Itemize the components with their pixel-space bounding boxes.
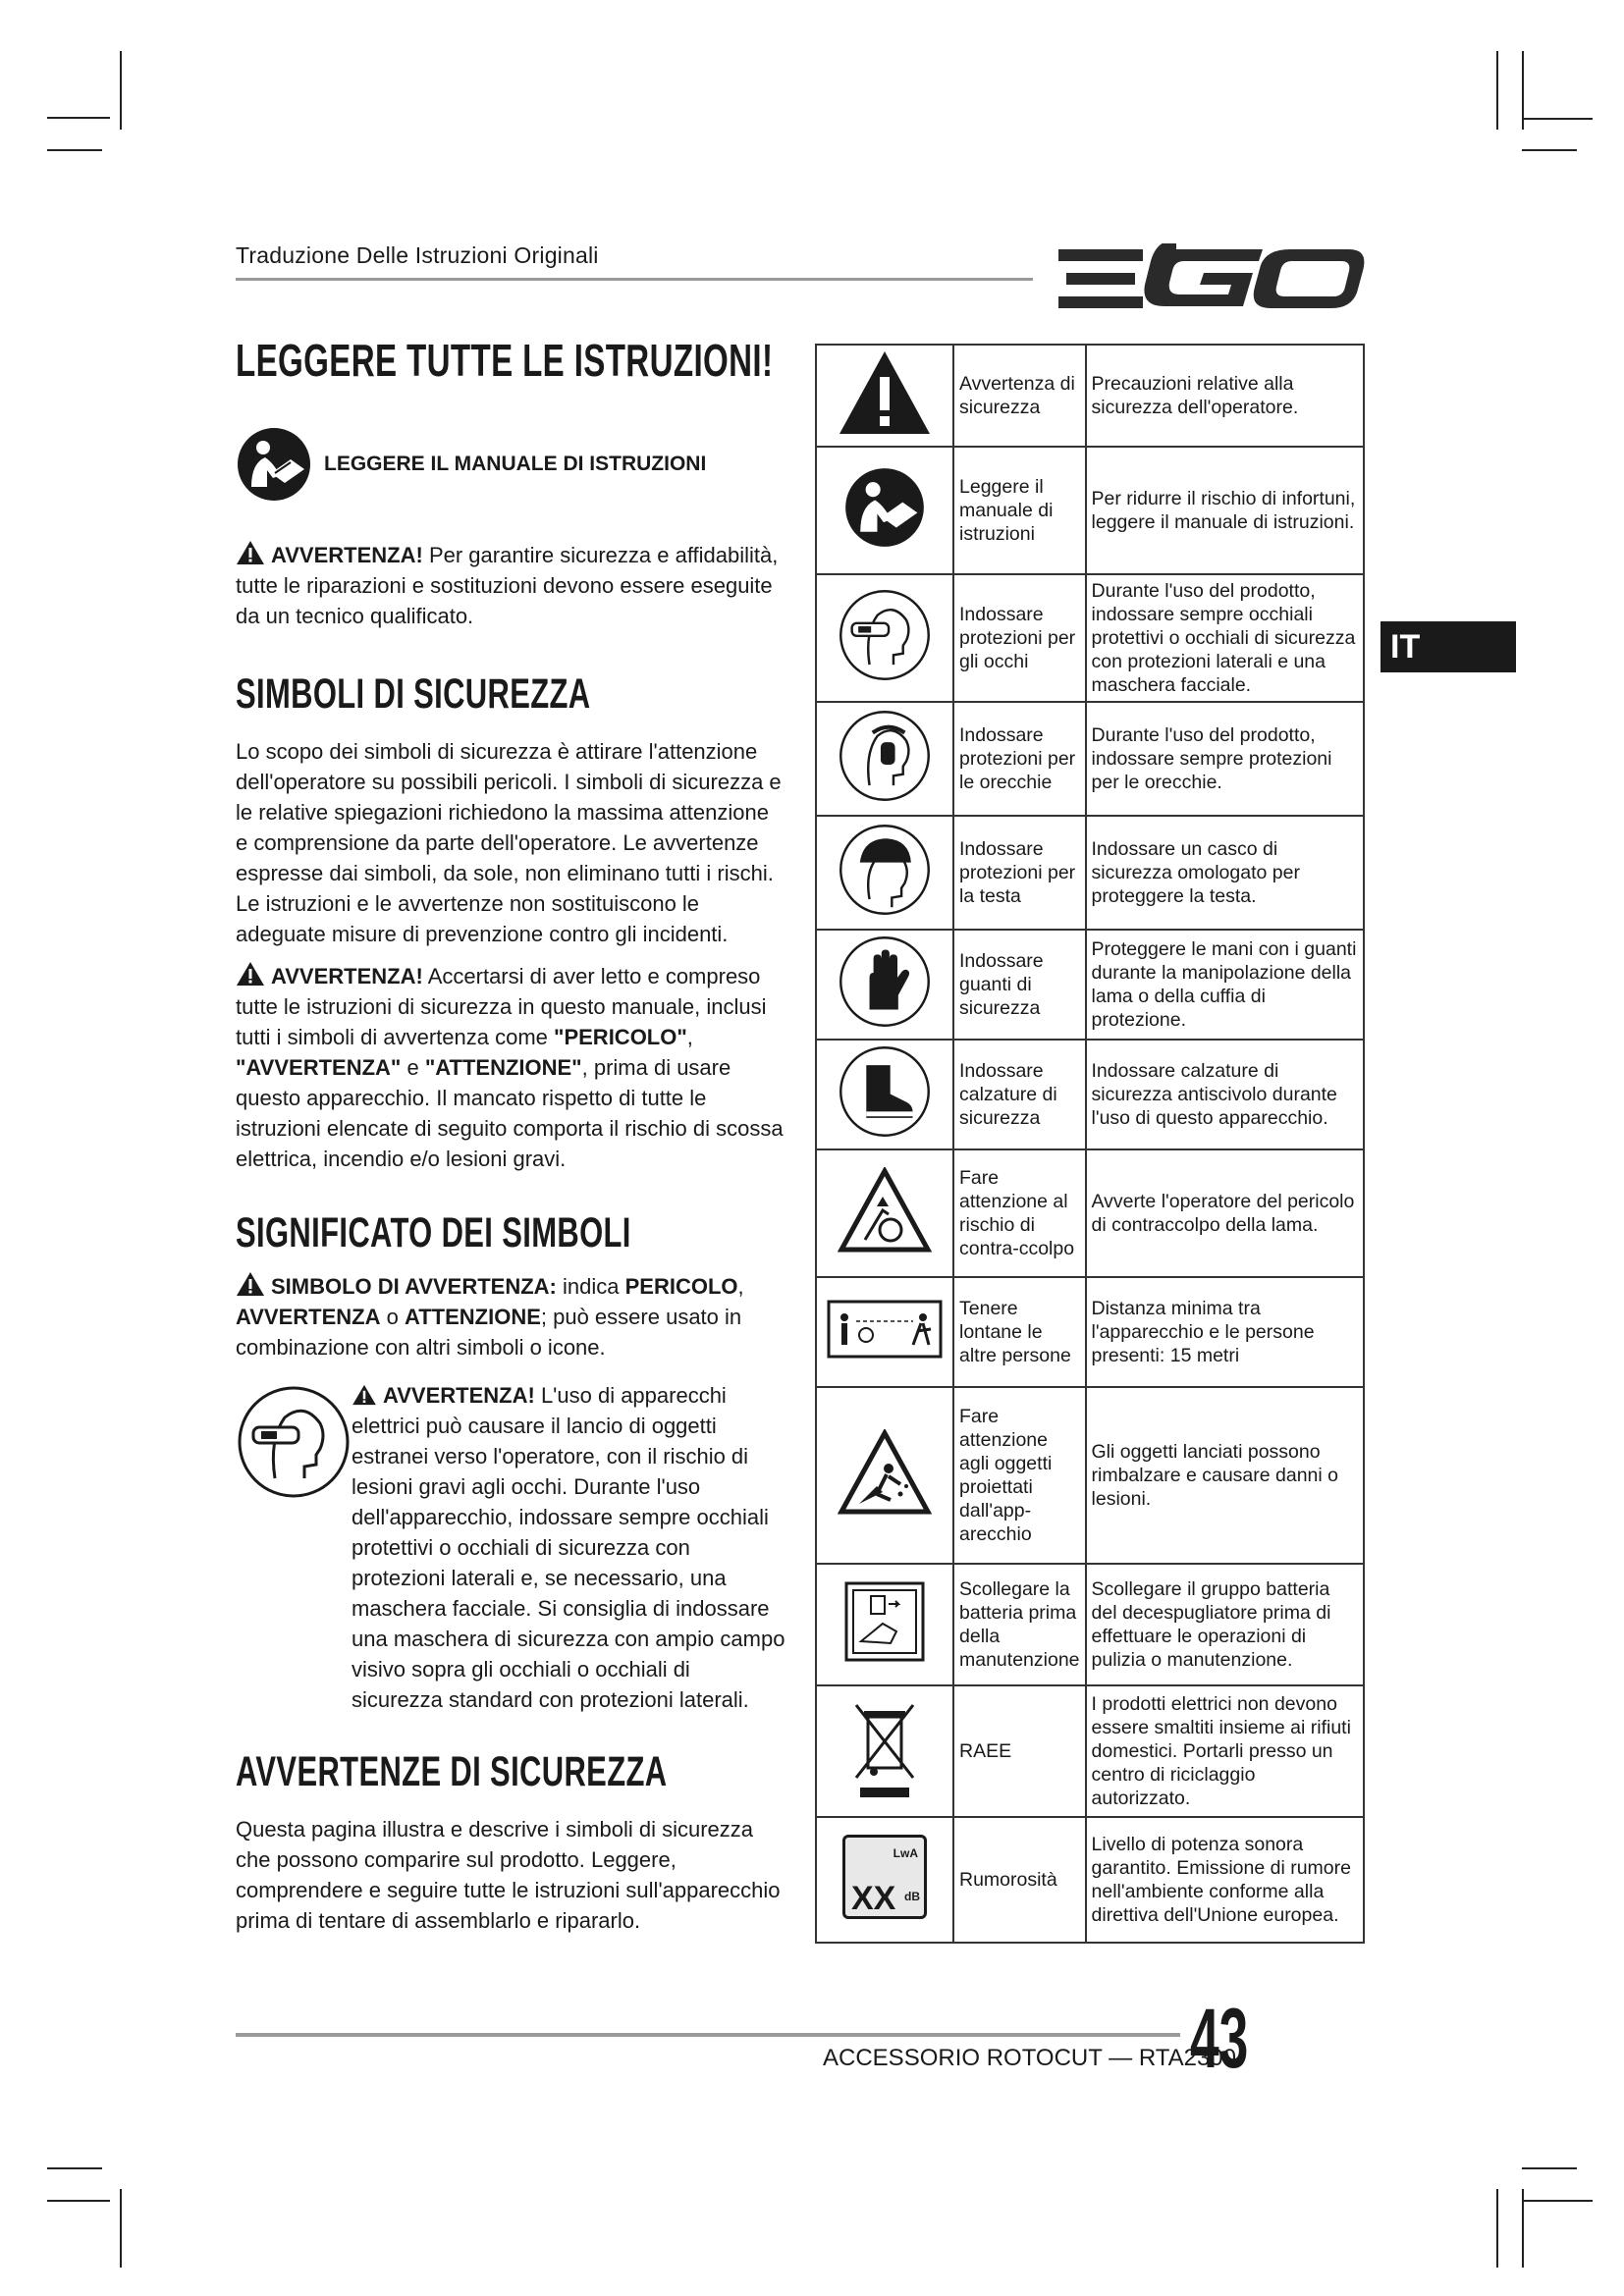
warning-triangle-icon	[236, 540, 265, 565]
table-row	[816, 702, 1364, 816]
warning-paragraph-1	[236, 540, 785, 631]
warning-triangle-icon	[236, 961, 265, 987]
icon-cell	[816, 1149, 953, 1277]
keyword-pericolo: "PERICOLO"	[554, 1025, 687, 1049]
warning-text: L'uso di apparecchi elettrici può causare il lancio di oggetti estranei verso l'operatore, con il rischio di lesioni gravi agli occhi. Durante l'uso dell'apparecchio, indossare sempre occhiali protettivi o occhiali di sicurezza con protezioni laterali e, se necessario, una maschera facciale. Si consiglia di indossare una maschera di sicurezza con ampio campo visivo sopra gli occhiali o occhiali di sicurezza standard con protezioni laterali.	[352, 1383, 785, 1712]
warnings-intro: Questa pagina illustra e descrive i simboli di sicurezza che possono comparire sul prodotto. Leggere, comprendere e seguire tutte le istruzioni sull'apparecchio prima di tentare di assemblarlo e ripararlo.	[236, 1817, 781, 1933]
icon-cell	[816, 1387, 953, 1564]
table-row	[816, 574, 1364, 702]
eye-protection-icon	[838, 588, 932, 682]
manual-label: LEGGERE IL MANUALE DI ISTRUZIONI	[324, 453, 707, 475]
symbol-description: Livello di potenza sonora garantito. Emissione di rumore nell'ambiente conforme alla direttiva dell'Unione europea.	[1086, 1817, 1364, 1943]
icon-cell	[816, 816, 953, 930]
symbol-name: Indossare calzature di sicurezza	[953, 1040, 1086, 1149]
symbol-name: Tenere lontane le altre persone	[953, 1277, 1086, 1387]
symbol-description: Distanza minima tra l'apparecchio e le persone presenti: 15 metri	[1086, 1277, 1364, 1387]
icon-cell	[816, 1685, 953, 1817]
crop-mark	[47, 117, 110, 119]
keep-distance-icon	[827, 1300, 943, 1359]
symbol-text: indica	[556, 1274, 625, 1299]
symbol-name: Rumorosità	[953, 1817, 1086, 1943]
separator: e	[401, 1055, 425, 1080]
crop-mark	[47, 2200, 110, 2202]
table-row	[816, 1685, 1364, 1817]
table-row	[816, 1564, 1364, 1685]
symbol-description: I prodotti elettrici non devono essere smaltiti insieme ai rifiuti domestici. Portarli presso un centro di riciclaggio autorizzato.	[1086, 1685, 1364, 1817]
noise-value: XX	[851, 1880, 896, 1917]
table-row	[816, 345, 1364, 447]
noise-unit: dB	[904, 1890, 920, 1903]
separator: ,	[737, 1274, 744, 1299]
symbol-description: Durante l'uso del prodotto, indossare sempre protezioni per le orecchie.	[1086, 702, 1364, 816]
symbol-description: Proteggere le mani con i guanti durante la manipolazione della lama o della cuffia di protezione.	[1086, 930, 1364, 1040]
symbol-name: Indossare guanti di sicurezza	[953, 930, 1086, 1040]
symbol-description: Scollegare il gruppo batteria del decespugliatore prima di effettuare le operazioni di pulizia o manutenzione.	[1086, 1564, 1364, 1685]
symbol-name: Indossare protezioni per la testa	[953, 816, 1086, 930]
heading-safety-warnings: AVVERTENZE DI SICUREZZA	[236, 1748, 668, 1795]
icon-cell	[816, 1040, 953, 1149]
table-row	[816, 1277, 1364, 1387]
table-row	[816, 447, 1364, 574]
disconnect-battery-icon	[843, 1580, 926, 1663]
symbols-intro: Lo scopo dei simboli di sicurezza è attirare l'attenzione dell'operatore su possibili pericoli. I simboli di sicurezza e le relative spiegazioni richiedono la massima attenzione e comprensione da parte dell'operatore. Le avvertenze espresse dai simboli, da sole, non eliminano tutti i rischi. Le istruzioni e le avvertenze non sostituiscono le adeguate misure di prevenzione contro gli incidenti.	[236, 739, 782, 946]
heading-symbol-meaning: SIGNIFICATO DEI SIMBOLI	[236, 1209, 631, 1256]
footer-rule	[236, 2033, 1180, 2037]
separator: o	[380, 1305, 405, 1329]
read-manual-icon	[843, 466, 926, 549]
symbol-name: Scollegare la batteria prima della manutenzione	[953, 1564, 1086, 1685]
symbol-description: Avverte l'operatore del pericolo di contraccolpo della lama.	[1086, 1149, 1364, 1277]
crop-mark	[1522, 2167, 1577, 2169]
thrown-objects-icon	[838, 1429, 932, 1516]
warning-label: AVVERTENZA!	[383, 1383, 535, 1408]
crop-mark	[120, 2189, 122, 2268]
icon-cell	[816, 702, 953, 816]
logo-text: EGO	[1058, 243, 1061, 244]
page-number: 43	[1190, 1992, 1249, 2086]
symbol-description: Gli oggetti lanciati possono rimbalzare e causare danni o lesioni.	[1086, 1387, 1364, 1564]
icon-cell	[816, 447, 953, 574]
warning-text: , prima di usare questo apparecchio. Il mancato rispetto di tutte le istruzioni elencate di seguito comporta il rischio di scossa elettrica, incendio e/o lesioni gravi.	[236, 1055, 784, 1171]
table-row	[816, 1040, 1364, 1149]
symbol-description: Precauzioni relative alla sicurezza dell'operatore.	[1086, 345, 1364, 447]
symbol-name: Leggere il manuale di istruzioni	[953, 447, 1086, 574]
icon-cell	[816, 574, 953, 702]
icon-cell	[816, 345, 953, 447]
keyword-avvertenza: AVVERTENZA	[236, 1305, 381, 1329]
keyword-avvertenza: "AVVERTENZA"	[236, 1055, 402, 1080]
ego-logo	[1058, 243, 1365, 312]
keyword-attenzione: ATTENZIONE	[404, 1305, 541, 1329]
icon-cell	[816, 1564, 953, 1685]
symbol-label: SIMBOLO DI AVVERTENZA:	[271, 1274, 557, 1299]
language-tab: IT	[1380, 621, 1516, 672]
symbol-definition	[236, 1271, 785, 1362]
footer-product: ACCESSORIO ROTOCUT — RTA2300	[823, 2045, 1236, 2071]
crop-mark	[47, 2167, 102, 2169]
eye-warning-paragraph	[352, 1380, 785, 1715]
icon-cell	[816, 1817, 953, 1943]
separator: ,	[686, 1025, 693, 1049]
head-protection-icon	[838, 823, 932, 917]
crop-mark	[1496, 51, 1498, 130]
crop-mark	[1496, 2189, 1498, 2268]
icon-cell	[816, 930, 953, 1040]
warning-text: Accertarsi di aver letto e compreso tutte le istruzioni di sicurezza in questo manuale, inclusi tutti i simboli di avvertenza come	[236, 964, 767, 1049]
warning-triangle-icon	[236, 1271, 265, 1297]
safety-boots-icon	[838, 1044, 932, 1139]
symbol-description: Durante l'uso del prodotto, indossare sempre occhiali protettivi o occhiali di sicurezza con protezioni laterali e una maschera facciale.	[1086, 574, 1364, 702]
icon-cell	[816, 1277, 953, 1387]
table-row	[816, 1149, 1364, 1277]
noise-level-icon	[842, 1835, 927, 1919]
gloves-icon	[838, 934, 932, 1029]
noise-small-label: LwA	[893, 1846, 918, 1860]
warning-triangle-icon	[352, 1384, 377, 1406]
symbols-table	[815, 344, 1365, 1944]
crop-mark	[1522, 2189, 1524, 2268]
keyword-pericolo: PERICOLO	[624, 1274, 738, 1299]
symbol-name: Indossare protezioni per gli occhi	[953, 574, 1086, 702]
crop-mark	[47, 149, 102, 151]
header-title: Traduzione Delle Istruzioni Originali	[236, 242, 599, 268]
warning-paragraph-2	[236, 961, 785, 1174]
symbol-description: Indossare un casco di sicurezza omologato per proteggere la testa.	[1086, 816, 1364, 930]
heading-safety-symbols: SIMBOLI DI SICUREZZA	[236, 670, 591, 718]
warning-label: AVVERTENZA!	[271, 964, 423, 988]
ear-protection-icon	[838, 709, 932, 803]
symbol-name: Fare attenzione al rischio di contra-ccolpo	[953, 1149, 1086, 1277]
table-row	[816, 816, 1364, 930]
kickback-icon	[838, 1167, 932, 1254]
crop-mark	[1522, 2200, 1593, 2202]
eye-protection-icon	[236, 1384, 352, 1500]
weee-bin-icon	[850, 1697, 919, 1799]
symbol-description: Indossare calzature di sicurezza antiscivolo durante l'uso di questo apparecchio.	[1086, 1040, 1364, 1149]
eye-warning-block	[236, 1380, 785, 1715]
manual-row	[236, 426, 785, 503]
symbol-name: Avvertenza di sicurezza	[953, 345, 1086, 447]
table-row	[816, 1387, 1364, 1564]
warning-text: Per garantire sicurezza e affidabilità, tutte le riparazioni e sostituzioni devono essere eseguite da un tecnico qualificato.	[236, 543, 779, 628]
symbol-name: Fare attenzione agli oggetti proiettati dall'app-arecchio	[953, 1387, 1086, 1564]
symbol-name: RAEE	[953, 1685, 1086, 1817]
symbol-text: ; può essere usato in combinazione con altri simboli o icone.	[236, 1305, 742, 1360]
safety-alert-icon	[838, 349, 932, 436]
left-column	[236, 334, 785, 1936]
crop-mark	[1522, 149, 1577, 151]
warning-label: AVVERTENZA!	[271, 543, 423, 567]
symbol-name: Indossare protezioni per le orecchie	[953, 702, 1086, 816]
header-rule	[236, 278, 1033, 281]
symbol-description: Per ridurre il rischio di infortuni, leggere il manuale di istruzioni.	[1086, 447, 1364, 574]
read-manual-icon	[236, 426, 312, 503]
crop-mark	[1522, 118, 1593, 120]
table-row	[816, 930, 1364, 1040]
heading-read-all: LEGGERE TUTTE LE ISTRUZIONI!	[236, 335, 774, 386]
crop-mark	[120, 51, 122, 130]
keyword-attenzione: "ATTENZIONE"	[424, 1055, 582, 1080]
table-row	[816, 1817, 1364, 1943]
